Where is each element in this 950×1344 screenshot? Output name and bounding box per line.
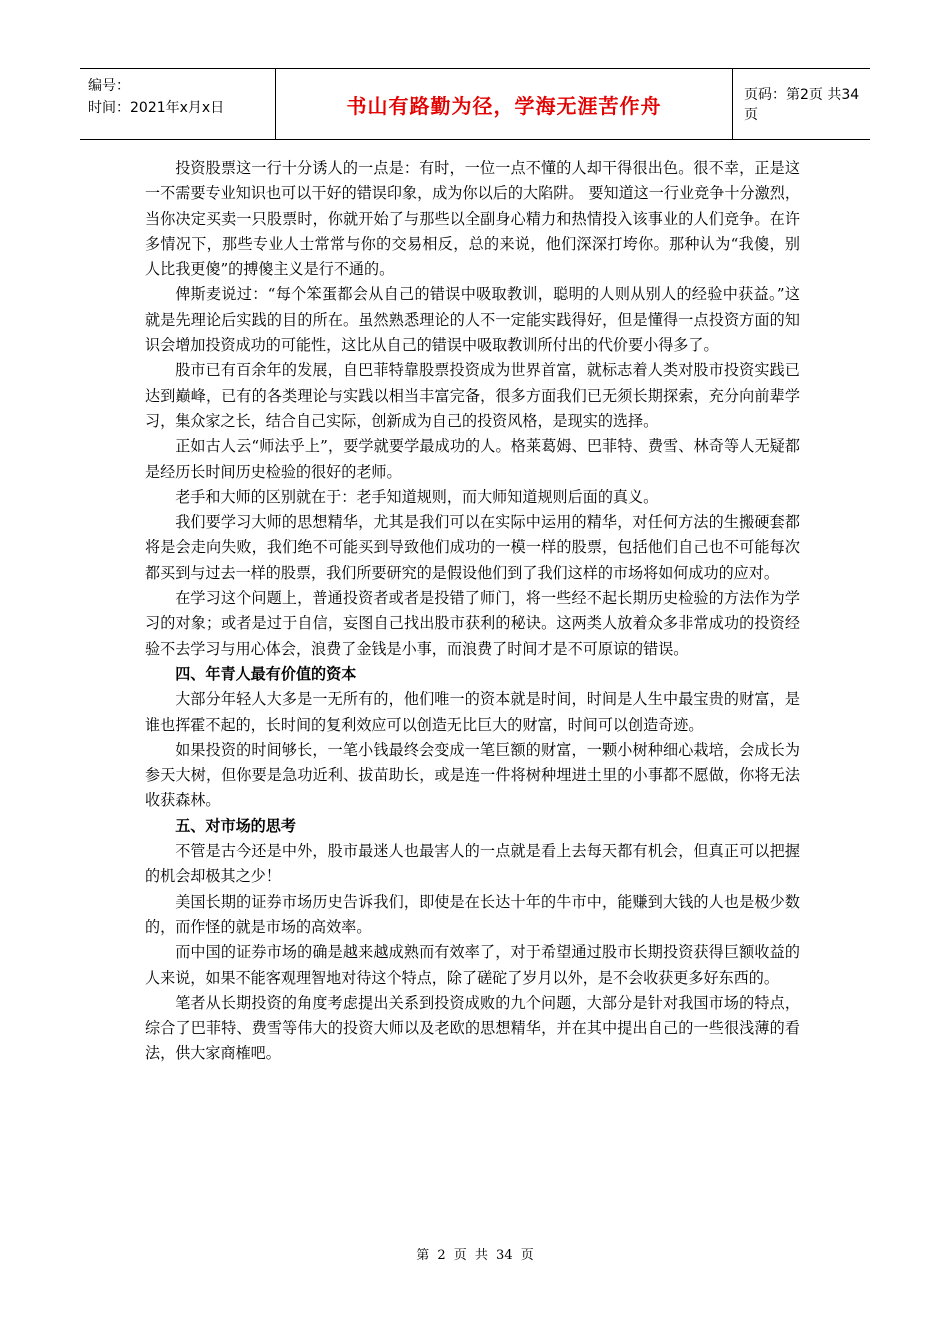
paragraph: 我们要学习大师的思想精华，尤其是我们可以在实际中运用的精华，对任何方法的生搬硬套都将是会走向失败，我们绝不可能买到导致他们成功的一模一样的股票，包括他们自己也不可能每次都买到与过去一样的股票，我们所要研究的是假设他们到了我们这样的市场将如何成功的应对。: [145, 513, 800, 582]
paragraph: 不管是古今还是中外，股市最迷人也最害人的一点就是看上去每天都有机会，但真正可以把握的机会却极其之少！: [145, 842, 800, 886]
page-footer: 第 2 页 共 34 页: [416, 1248, 534, 1263]
paragraph: 股市已有百余年的发展，自巴菲特靠股票投资成为世界首富，就标志着人类对股市投资实践已达到巅峰，已有的各类理论与实践以相当丰富完备，很多方面我们已无须长期探索，充分向前辈学习，集众家之长，结合自己实际，创新成为自己的投资风格，是现实的选择。: [145, 361, 800, 430]
page-header: [80, 68, 870, 140]
paragraph: 笔者从长期投资的角度考虑提出关系到投资成败的九个问题，大部分是针对我国市场的特点，综合了巴菲特、费雪等伟大的投资大师以及老欧的思想精华，并在其中提出自己的一些很浅薄的看法，供大家商榷吧。: [145, 993, 800, 1063]
paragraph: 俾斯麦说过：“每个笨蛋都会从自己的错误中吸取教训，聪明的人则从别人的经验中获益。”这就是先理论后实践的目的所在。虽然熟悉理论的人不一定能实践得好，但是懂得一点投资方面的知识会增加投资成功的可能性，这比从自己的错误中吸取教训所付出的代价要小得多了。: [145, 285, 800, 355]
paragraph: 投资股票这一行十分诱人的一点是：有时，一位一点不懂的人却干得很出色。很不幸，正是这一不需要专业知识也可以干好的错误印象，成为你以后的大陷阱。 要知道这一行业竞争十分激烈，当你决定买卖一只股票时，你就开始了与那些以全副身心精力和热情投入该事业的人们竞争。在许多情况下，那些专业人士常常与你的交易相反，总的来说，他们深深打垮你。那种认为“我傻，别人比我更傻”的搏傻主义是行不通的。: [145, 159, 800, 279]
header-page-info: 页码：第2页 共34页: [744, 87, 860, 123]
document-body: [145, 156, 800, 1067]
time-label: 时间：2021年x月x日: [88, 100, 225, 116]
paragraph: 如果投资的时间够长，一笔小钱最终会变成一笔巨额的财富，一颗小树种细心栽培，会成长为参天大树，但你要是急功近利、拔苗助长，或是连一件将树种埋进土里的小事都不愿做，你将无法收获森林。: [145, 740, 800, 810]
number-label: 编号：: [88, 78, 130, 94]
paragraph: 老手和大师的区别就在于：老手知道规则，而大师知道规则后面的真义。: [175, 487, 659, 506]
paragraph: 大部分年轻人大多是一无所有的，他们唯一的资本就是时间，时间是人生中最宝贵的财富，是谁也挥霍不起的，长时间的复利效应可以创造无比巨大的财富，时间可以创造奇迹。: [145, 690, 800, 734]
paragraph: 美国长期的证券市场历史告诉我们，即使是在长达十年的牛市中，能赚到大钱的人也是极少数的，而作怪的就是市场的高效率。: [145, 892, 800, 936]
header-motto: 书山有路勤为径，学海无涯苦作舟: [276, 69, 733, 139]
paragraph: 正如古人云“师法乎上”，要学就要学最成功的人。格莱葛姆、巴菲特、费雪、林奇等人无疑都是经历长时间历史检验的很好的老师。: [145, 437, 800, 481]
paragraph: 在学习这个问题上，普通投资者或者是投错了师门，将一些经不起长期历史检验的方法作为学习的对象；或者是过于自信，妄图自己找出股市获利的秘诀。这两类人放着众多非常成功的投资经验不去学习与用心体会，浪费了金钱是小事，而浪费了时间才是不可原谅的错误。: [145, 589, 800, 658]
paragraph: 而中国的证券市场的确是越来越成熟而有效率了，对于希望通过股市长期投资获得巨额收益的人来说，如果不能客观理智地对待这个特点，除了磋砣了岁月以外，是不会收获更多好东西的。: [145, 943, 800, 987]
section-heading: 五、对市场的思考: [175, 816, 296, 835]
section-heading: 四、年青人最有价值的资本: [175, 664, 357, 683]
header-meta: [80, 69, 276, 139]
